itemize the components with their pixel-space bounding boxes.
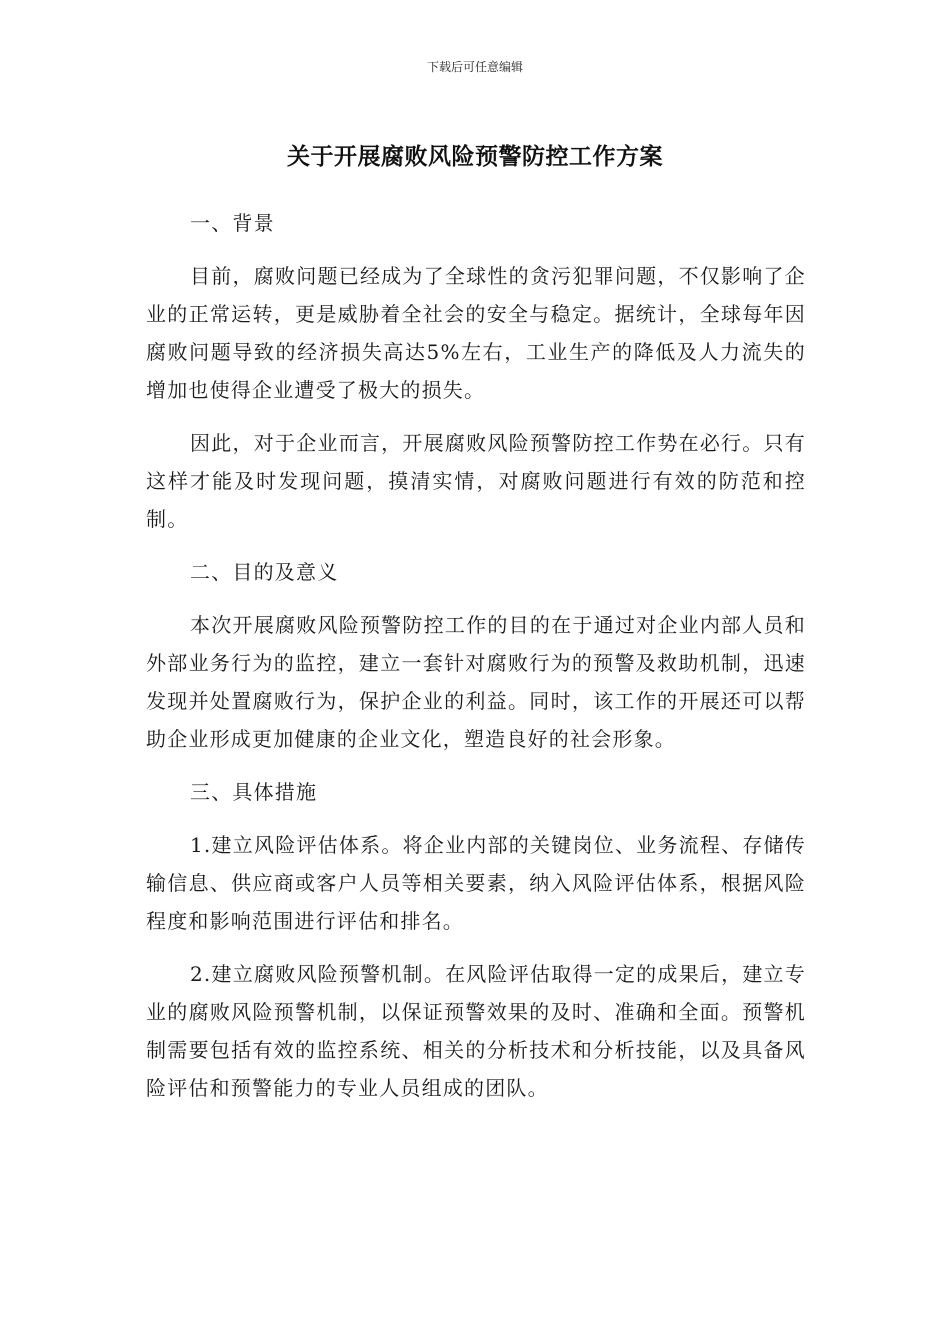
paragraph-measure-1: 1.建立风险评估体系。将企业内部的关键岗位、业务流程、存储传输信息、供应商或客户人员等相关要素，纳入风险评估体系，根据风险程度和影响范围进行评估和排名。 [146, 833, 806, 933]
section-heading-purpose: 二、目的及意义 [190, 560, 339, 584]
section-heading-measures: 三、具体措施 [190, 780, 318, 804]
section-heading-background: 一、背景 [190, 211, 275, 235]
document-title: 关于开展腐败风险预警防控工作方案 [287, 144, 663, 170]
paragraph-background-2: 因此，对于企业而言，开展腐败风险预警防控工作势在必行。只有这样才能及时发现问题，摸清实情，对腐败问题进行有效的防范和控制。 [146, 431, 806, 531]
paragraph-purpose-1: 本次开展腐败风险预警防控工作的目的在于通过对企业内部人员和外部业务行为的监控，建立一套针对腐败行为的预警及救助机制，迅速发现并处置腐败行为，保护企业的利益。同时，该工作的开展还可以帮助企业形成更加健康的企业文化，塑造良好的社会形象。 [146, 613, 806, 751]
paragraph-measure-2: 2.建立腐败风险预警机制。在风险评估取得一定的成果后，建立专业的腐败风险预警机制，以保证预警效果的及时、准确和全面。预警机制需要包括有效的监控系统、相关的分析技术和分析技能，以及具备风险评估和预警能力的专业人员组成的团队。 [146, 962, 806, 1100]
header-note: 下载后可任意编辑 [426, 60, 523, 74]
document-body [146, 204, 806, 1122]
paragraph-background-1: 目前，腐败问题已经成为了全球性的贪污犯罪问题，不仅影响了企业的正常运转，更是威胁着全社会的安全与稳定。据统计，全球每年因腐败问题导致的经济损失高达5%左右，工业生产的降低及人力流失的增加也使得企业遭受了极大的损失。 [146, 264, 806, 402]
